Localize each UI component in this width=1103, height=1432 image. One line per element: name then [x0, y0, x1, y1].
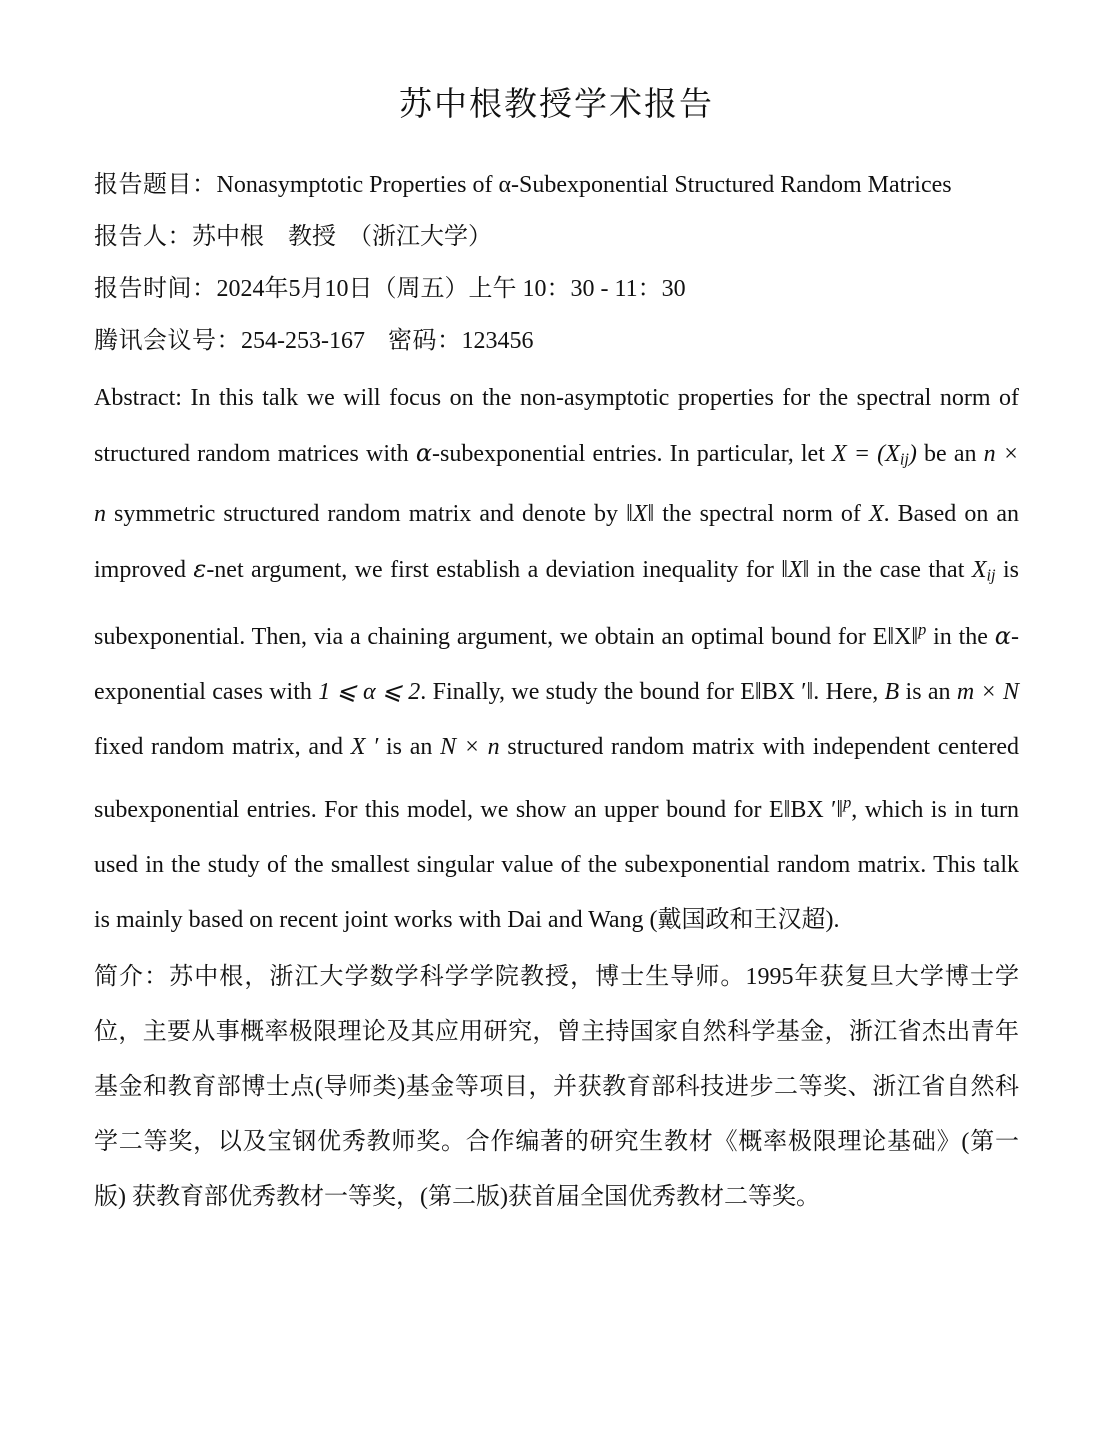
meta-topic-value: Nonasymptotic Properties of α-Subexponential Structured Random Matrices — [216, 172, 952, 198]
abstract-s12: . Here, — [813, 679, 885, 706]
abstract-s13: is an — [899, 679, 957, 706]
abstract-paragraph — [94, 371, 1019, 948]
abstract-s1: -subexponential entries. In particular, let — [432, 441, 833, 467]
math-E-norm-BX-p: E‖BX ′‖$^p$ — [768, 793, 852, 824]
meta-speaker-label: 报告人： — [94, 224, 192, 250]
abstract-s5: . Based on an improved — [94, 500, 1019, 583]
math-N-by-n: N × n — [440, 734, 500, 761]
abstract-s7: in the case that — [809, 556, 972, 583]
math-epsilon: ε — [193, 554, 207, 583]
meta-speaker-value: 苏中根 教授 （浙江大学） — [192, 224, 492, 250]
math-norm-X-1: ‖X‖ — [626, 500, 655, 527]
math-X-prime: X ′ — [350, 734, 379, 761]
meta-password-label: 密码： — [387, 328, 462, 354]
math-E-norm-X-p: E‖X‖$^p$ — [872, 620, 927, 651]
math-alpha-2: α — [994, 622, 1011, 651]
math-X-1: X — [868, 500, 884, 527]
meta-topic — [94, 159, 1019, 211]
math-Xij: $X_{ij}$ — [971, 556, 996, 585]
abstract-s14: fixed random matrix, and — [94, 734, 351, 761]
math-B: B — [884, 679, 900, 706]
meta-password-value: 123456 — [461, 328, 534, 354]
math-m-by-N: m × N — [956, 679, 1019, 706]
abstract-s8: is subexponential. Then, via a chaining argument, we obtain an optimal bound for — [94, 556, 1019, 651]
abstract-s2: be an — [916, 441, 984, 467]
meta-time-label: 报告时间： — [94, 276, 217, 302]
page-title: 苏中根教授学术报告 — [399, 84, 714, 123]
abstract-s10: -exponential cases with — [94, 624, 1019, 706]
abstract-s11: . Finally, we study the bound for — [420, 679, 741, 706]
math-alpha-1: α — [415, 439, 433, 467]
abstract-s16: structured random matrix with independent centered subexponential entries. For this model, we show an upper bound for — [94, 734, 1019, 824]
meta-time-value: 2024年5月10日（周五）上午 10：30 - 11：30 — [216, 276, 686, 302]
meta-topic-label: 报告题目： — [94, 172, 217, 198]
meta-meeting-value: 254-253-167 — [241, 328, 365, 354]
abstract-s17: , which is in turn used in the study of the smallest singular value of the subexponential random matrix. This talk is mainly based on recent joint works with Dai and Wang (戴国政和王汉超). — [94, 797, 1019, 934]
speaker-bio: 简介：苏中根，浙江大学数学科学学院教授，博士生导师。1995年获复旦大学博士学位，主要从事概率极限理论及其应用研究，曾主持国家自然科学基金，浙江省杰出青年基金和教育部博士点(导师类)基金等项目，并获教育部科技进步二等奖、浙江省自然科学二等奖，以及宝钢优秀教师奖。合作编著的研究生教材《概率极限理论基础》(第一版) 获教育部优秀教材一等奖，(第二版)获首届全国优秀教材二等奖。 — [94, 964, 1019, 1211]
abstract-s3: symmetric structured random matrix and denote by — [106, 500, 627, 527]
math-alpha-range: 1 ⩽ α ⩽ 2 — [318, 679, 421, 706]
abstract-s6: -net argument, we first establish a deviation inequality for — [206, 556, 782, 583]
abstract-s9: in the — [926, 624, 995, 651]
meta-meeting-label: 腾讯会议号： — [94, 328, 241, 354]
meta-meeting — [94, 315, 1019, 367]
abstract-lead: Abstract: In this talk we will focus on the non-asymptotic properties for the spectral norm of structured random matrices with — [94, 385, 1019, 467]
math-E-norm-BX: E‖BX ′‖ — [740, 679, 814, 706]
math-n-by-n: n × n — [94, 441, 1019, 527]
meta-time — [94, 263, 1019, 315]
math-norm-X-2: ‖X‖ — [781, 556, 810, 583]
math-X-definition: $X = (X_{ij})$ — [832, 441, 917, 469]
meta-speaker — [94, 211, 1019, 263]
abstract-s4: the spectral norm of — [654, 500, 869, 527]
abstract-s15: is an — [378, 734, 441, 761]
